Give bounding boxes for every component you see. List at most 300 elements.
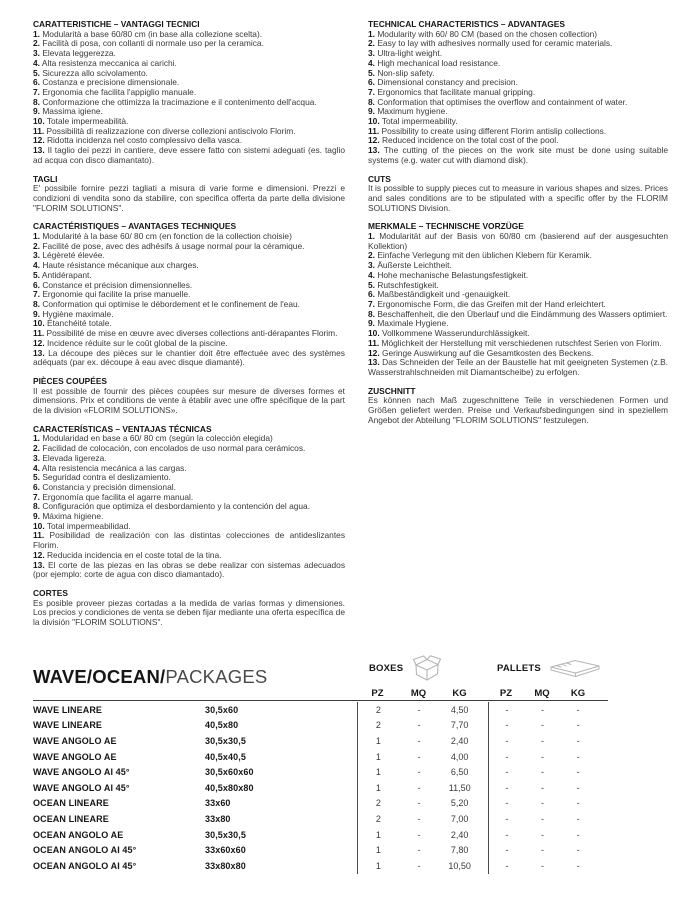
- item-number: 3.: [33, 48, 40, 59]
- item-number: 2.: [33, 38, 40, 49]
- item-text: Facilidad de colocación, con encolados de uso normal para cerámicos.: [42, 443, 306, 454]
- pallets-cell: -: [505, 845, 509, 856]
- boxes-colhead-mq: MQ: [410, 688, 427, 699]
- item-text: Modularidad en base a 60/ 80 cm (según la colección elegida): [42, 433, 273, 444]
- pallets-cell: -: [505, 751, 509, 762]
- product-size: 33x60x60: [205, 845, 246, 856]
- pallets-cell: -: [505, 767, 509, 778]
- item-text: Ergonomics that facilitate manual gripping.: [377, 86, 536, 97]
- item-number: 12.: [33, 135, 45, 146]
- item-text: Légèreté élevée.: [42, 250, 105, 261]
- packages-title-bold: WAVE/OCEAN/: [33, 666, 166, 687]
- item-number: 5.: [368, 67, 375, 78]
- table-row: [33, 842, 608, 858]
- boxes-colhead-kg: KG: [452, 688, 467, 699]
- section-paragraph: Es können nach Maß zugeschnittene Teile in verschiedenen Formen und Größen geliefert werden. Preise und Verkaufsbedingungen sind in speziellem Angebot der Abteilung "FLORIM SOLUTIONS" festzulegen.: [368, 395, 668, 425]
- item-text: The cutting of the pieces on the work site must be done using suitable systems (e.g. water cut with diamond disk).: [368, 145, 668, 165]
- item-text: Möglichkeit der Herstellung mit verschiedenen rutschfest Serien von Florim.: [381, 337, 662, 348]
- item-text: Massima igiene.: [42, 106, 103, 117]
- pallets-cell: -: [541, 829, 544, 840]
- item-text: Ergonomia che facilita l'appiglio manuale.: [42, 86, 197, 97]
- item-number: 1.: [33, 433, 40, 444]
- product-name: OCEAN ANGOLO AI 45°: [33, 860, 137, 871]
- pallets-values: [488, 827, 608, 843]
- table-body: [33, 702, 608, 874]
- packaging-groups: [357, 654, 608, 683]
- item-number: 2.: [33, 443, 40, 454]
- boxes-cell: -: [417, 735, 421, 746]
- pallets-cell: -: [541, 751, 544, 762]
- pallets-values: [488, 796, 608, 812]
- item-number: 5.: [33, 269, 40, 280]
- item-number: 11.: [368, 337, 380, 348]
- section-heading: ZUSCHNITT: [368, 385, 416, 396]
- table-row: [33, 702, 608, 718]
- boxes-cell: 2: [375, 813, 381, 824]
- section-paragraph: Es posible proveer piezas cortadas a la medida de varias formas y dimensiones. Los precios y condiciones de venta se deben fijar mediante una oferta específica de la división "FLORIM SOLUTIONS".: [33, 597, 345, 628]
- boxes-values: [357, 858, 488, 874]
- pallets-cell: -: [576, 860, 580, 871]
- boxes-cell: -: [417, 829, 421, 840]
- item-text: Facilità di posa, con collanti di normale uso per la ceramica.: [42, 38, 264, 49]
- item-number: 11.: [33, 530, 45, 541]
- item-number: 9.: [33, 511, 40, 522]
- pallets-cell: -: [576, 829, 580, 840]
- item-number: 2.: [33, 240, 40, 251]
- item-number: 5.: [33, 67, 40, 78]
- item-number: 9.: [33, 106, 40, 117]
- boxes-colheads: [357, 688, 488, 699]
- boxes-cell: 1: [375, 845, 381, 856]
- boxes-cell: 7,70: [450, 720, 469, 731]
- product-name: OCEAN LINEARE: [33, 813, 109, 824]
- item-text: Facilité de pose, avec des adhésifs à usage normal pour la céramique.: [42, 240, 305, 251]
- item-number: 8.: [33, 298, 40, 309]
- product-size: 40,5x80x80: [205, 782, 254, 793]
- boxes-values: [357, 811, 488, 827]
- boxes-cell: 5,20: [450, 798, 469, 809]
- product-size: 33x80x80: [205, 860, 246, 871]
- boxes-cell: 1: [375, 767, 381, 778]
- item-text: Incidence réduite sur le coût global de la piscine.: [46, 337, 228, 348]
- boxes-values: [357, 733, 488, 749]
- item-number: 4.: [368, 269, 375, 280]
- boxes-values: [357, 764, 488, 780]
- table-row: [33, 780, 608, 796]
- pallets-label: PALLETS: [497, 663, 541, 674]
- pallets-values: [488, 749, 608, 765]
- item-number: 3.: [368, 48, 375, 59]
- item-text: Modularité à la base 60/ 80 cm (en fonction de la collection choisie): [42, 231, 292, 242]
- item-number: 2.: [368, 38, 375, 49]
- item-number: 4.: [33, 260, 40, 271]
- section-heading: PIÈCES COUPÉES: [33, 375, 108, 386]
- section-heading: TECHNICAL CHARACTERISTICS – ADVANTAGES: [368, 19, 565, 29]
- boxes-cell: 11,50: [448, 782, 471, 793]
- boxes-cell: -: [417, 767, 421, 778]
- table-row: [33, 749, 608, 765]
- item-text: Posibilidad de realización con las distintas colecciones de antideslizantes Florim.: [33, 530, 346, 551]
- table-row: [33, 764, 608, 780]
- item-text: La découpe des pièces sur le chantier doit être effectuée avec des systèmes adéquats (par ex. découpe à eau avec disque diamanté).: [33, 347, 345, 368]
- section-heading: CORTES: [33, 587, 68, 598]
- pallets-cell: -: [541, 782, 544, 793]
- item-number: 8.: [33, 96, 40, 107]
- product-size: 33x80: [205, 813, 231, 824]
- item-text: Rutschfestigkeit.: [377, 279, 439, 290]
- boxes-cell: 1: [375, 782, 381, 793]
- item-number: 7.: [368, 86, 375, 97]
- item-number: 12.: [368, 135, 380, 146]
- boxes-cell: 2: [375, 798, 381, 809]
- pallets-cell: -: [505, 860, 509, 871]
- section-heading: TAGLI: [33, 173, 58, 184]
- item-text: Ultra-light weight.: [377, 48, 443, 59]
- item-text: Einfache Verlegung mit den üblichen Klebern für Keramik.: [377, 250, 592, 261]
- item-text: Conformation qui optimise le débordement et le confinement de l'eau.: [42, 298, 300, 309]
- pallets-cell: -: [576, 720, 580, 731]
- pallets-cell: -: [576, 735, 580, 746]
- item-text: Ridotta incidenza nel costo complessivo della vasca.: [46, 135, 243, 146]
- pallets-cell: -: [576, 704, 580, 715]
- pallets-cell: -: [576, 798, 580, 809]
- product-name: WAVE ANGOLO AI 45°: [33, 782, 130, 793]
- item-text: Total impermeabilidad.: [46, 520, 131, 531]
- pallets-cell: -: [541, 860, 544, 871]
- section-heading: CUTS: [368, 173, 391, 184]
- numbered-item: [33, 146, 345, 165]
- pallets-cell: -: [541, 735, 544, 746]
- product-name: WAVE ANGOLO AI 45°: [33, 767, 130, 778]
- item-number: 12.: [368, 347, 380, 358]
- numbered-item: [33, 531, 345, 550]
- item-number: 9.: [368, 106, 375, 117]
- boxes-cell: 2: [375, 704, 381, 715]
- pallets-values: [488, 842, 608, 858]
- pallets-values: [488, 858, 608, 874]
- pallets-cell: -: [505, 782, 509, 793]
- left-column: [33, 20, 345, 628]
- pallets-values: [488, 764, 608, 780]
- right-column: [368, 20, 668, 628]
- item-number: 7.: [33, 491, 40, 502]
- box-icon: [412, 655, 442, 682]
- boxes-cell: 1: [375, 751, 381, 762]
- boxes-cell: 1: [375, 829, 381, 840]
- boxes-values: [357, 842, 488, 858]
- text-section-es-advantages: [33, 425, 345, 580]
- item-text: Ergonomie qui facilite la prise manuelle.: [42, 289, 191, 300]
- pallets-cell: -: [576, 845, 580, 856]
- pallets-cell: -: [505, 829, 509, 840]
- pallets-cell: -: [541, 767, 544, 778]
- item-number: 5.: [33, 472, 40, 483]
- section-heading: MERKMALE – TECHNISCHE VORZÜGE: [368, 221, 524, 232]
- pallets-values: [488, 702, 608, 718]
- pallets-cell: -: [576, 782, 580, 793]
- item-number: 1.: [368, 28, 375, 39]
- text-section-es-cuts: [33, 589, 345, 628]
- item-text: High mechanical load resistance.: [377, 57, 501, 68]
- pallets-cell: -: [576, 751, 580, 762]
- product-name: WAVE LINEARE: [33, 704, 103, 715]
- item-number: 2.: [368, 250, 375, 261]
- item-text: Seguridad contra el deslizamiento.: [42, 472, 171, 483]
- boxes-cell: 7,80: [450, 845, 469, 856]
- numbered-item: [368, 146, 668, 165]
- item-text: Alta resistenza meccanica ai carichi.: [41, 57, 177, 68]
- item-number: 13.: [368, 357, 380, 368]
- boxes-cell: -: [417, 751, 421, 762]
- product-size: 30,5x30,5: [205, 829, 246, 840]
- section-heading: CARATTERISTICHE – VANTAGGI TECNICI: [33, 19, 200, 29]
- item-text: Maximum hygiene.: [377, 106, 448, 117]
- boxes-cell: -: [417, 845, 421, 856]
- item-text: Conformazione che ottimizza la tracimazione e il contenimento dell'acqua.: [42, 96, 317, 107]
- product-size: 40,5x80: [205, 720, 239, 731]
- item-number: 10.: [33, 520, 45, 531]
- item-text: Configuración que optimiza el desbordamiento y la contención del agua.: [42, 501, 311, 512]
- numbered-item: [368, 358, 668, 377]
- text-section-en-advantages: [368, 20, 668, 166]
- numbered-item: [368, 232, 668, 251]
- table-row: [33, 718, 608, 734]
- item-text: Il taglio dei pezzi in cantiere, deve essere fatto con sistemi adeguati (es. taglio ad acqua con disco diamantato).: [33, 145, 345, 165]
- table-row: [33, 827, 608, 843]
- section-paragraph: It is possible to supply pieces cut to measure in various shapes and sizes. Prices and sales conditions are to be stipulated with a specific offer by the FLORIM SOLUTIONS Division.: [368, 183, 668, 213]
- boxes-group-header: [357, 654, 488, 683]
- product-size: 40,5x40,5: [205, 751, 246, 762]
- table-column-headers: [33, 686, 608, 700]
- item-text: Dimensional constancy and precision.: [377, 77, 518, 88]
- item-number: 10.: [33, 318, 45, 329]
- item-number: 7.: [368, 298, 375, 309]
- item-number: 10.: [368, 116, 380, 127]
- item-text: Modularità a base 60/80 cm (in base alla collezione scelta).: [42, 28, 263, 39]
- item-number: 6.: [368, 77, 375, 88]
- product-size: 30,5x30,5: [205, 735, 246, 746]
- item-number: 6.: [368, 289, 375, 300]
- item-number: 7.: [33, 86, 40, 97]
- pallets-cell: -: [541, 845, 544, 856]
- table-header-rule: [33, 700, 608, 701]
- pallets-cell: -: [505, 704, 509, 715]
- boxes-colhead-pz: PZ: [371, 688, 384, 699]
- section-paragraph: Il est possible de fournir des pièces coupées sur mesure de diverses formes et dimensions. Prix et conditions de vente à établir avec une offre spécifique de la part de la division «FLORIM SOLUTIONS».: [33, 385, 345, 416]
- boxes-cell: -: [417, 782, 421, 793]
- packages-header: [33, 652, 608, 686]
- item-text: Hygiène maximale.: [42, 308, 114, 319]
- item-text: Maximale Hygiene.: [377, 318, 449, 329]
- boxes-values: [357, 780, 488, 796]
- pallets-cell: -: [505, 813, 509, 824]
- item-text: Total impermeability.: [381, 116, 458, 127]
- item-number: 5.: [368, 279, 375, 290]
- item-number: 8.: [368, 308, 375, 319]
- item-text: Possibilità di realizzazione con diverse collezioni antiscivolo Florim.: [46, 125, 296, 136]
- item-number: 8.: [33, 501, 40, 512]
- pallets-cell: -: [541, 813, 544, 824]
- pallets-cell: -: [576, 813, 580, 824]
- item-text: Elevata leggerezza.: [42, 48, 116, 59]
- item-text: Possibilité de mise en œuvre avec diverses collections anti-dérapantes Florim.: [46, 328, 338, 339]
- boxes-values: [357, 827, 488, 843]
- boxes-cell: -: [417, 813, 421, 824]
- pallets-cell: -: [505, 798, 509, 809]
- boxes-cell: -: [417, 704, 421, 715]
- pallet-icon: [549, 658, 601, 679]
- item-text: Constance et précision dimensionnelles.: [42, 279, 193, 290]
- pallets-group-header: [488, 654, 608, 683]
- item-text: Elevada ligereza.: [42, 452, 107, 463]
- section-heading: CARACTERÍSTICAS – VENTAJAS TÉCNICAS: [33, 423, 212, 434]
- boxes-cell: 4,00: [450, 751, 469, 762]
- item-number: 6.: [33, 481, 40, 492]
- item-number: 10.: [368, 328, 380, 339]
- boxes-cell: 1: [375, 735, 381, 746]
- item-text: Hohe mechanische Belastungsfestigkeit.: [377, 269, 529, 280]
- item-text: Haute résistance mécanique aux charges.: [42, 260, 199, 271]
- item-text: Totale impermeabilità.: [46, 116, 129, 127]
- pallets-values: [488, 811, 608, 827]
- product-size: 33x60: [205, 798, 231, 809]
- item-text: Sicurezza allo scivolamento.: [42, 67, 148, 78]
- item-number: 9.: [368, 318, 375, 329]
- section-heading: CARACTÉRISTIQUES – AVANTAGES TECHNIQUES: [33, 221, 237, 232]
- item-text: Étanchéité totale.: [46, 318, 112, 329]
- item-text: Modularität auf der Basis von 60/80 cm (basierend auf der ausgesuchten Kollektion): [368, 231, 669, 251]
- item-text: Maßbeständigkeit und -genauigkeit.: [377, 289, 511, 300]
- section-paragraph: E' possibile fornire pezzi tagliati a misura di varie forme e dimensioni. Prezzi e condizioni di vendita sono da stabilire, con specifica offerta da parte della divisione "FLORIM SOLUTIONS".: [33, 183, 345, 213]
- boxes-values: [357, 796, 488, 812]
- boxes-values: [357, 702, 488, 718]
- product-size: 30,5x60x60: [205, 767, 254, 778]
- item-text: Possibility to create using different Florim antislip collections.: [381, 125, 607, 136]
- packages-title-light: PACKAGES: [165, 666, 268, 687]
- boxes-cell: 2,40: [450, 829, 469, 840]
- item-text: Beschaffenheit, die den Überlauf und die Eindämmung des Wassers optimiert.: [377, 308, 668, 319]
- table-row: [33, 811, 608, 827]
- item-text: Conformation that optimises the overflow and containment of water.: [377, 96, 628, 107]
- table-row: [33, 796, 608, 812]
- text-section-en-cuts: [368, 175, 668, 214]
- product-size: 30,5x60: [205, 704, 239, 715]
- item-text: Non-slip safety.: [377, 67, 435, 78]
- table-row: [33, 858, 608, 874]
- item-number: 13.: [33, 145, 45, 156]
- product-name: WAVE ANGOLO AE: [33, 735, 117, 746]
- text-section-de-advantages: [368, 222, 668, 377]
- item-number: 1.: [368, 231, 375, 242]
- item-number: 13.: [33, 559, 45, 570]
- item-number: 4.: [33, 462, 40, 473]
- boxes-cell: -: [417, 860, 421, 871]
- item-number: 7.: [33, 289, 40, 300]
- pallets-colheads: [488, 688, 608, 699]
- item-text: Reducida incidencia en el coste total de la tina.: [46, 549, 222, 560]
- pallets-values: [488, 733, 608, 749]
- item-number: 8.: [368, 96, 375, 107]
- boxes-cell: 6,50: [450, 767, 469, 778]
- item-text: Antidérapant.: [41, 269, 92, 280]
- boxes-cell: 10,50: [448, 860, 471, 871]
- item-text: Ergonomische Form, die das Greifen mit der Hand erleichtert.: [377, 298, 606, 309]
- item-text: Das Schneiden der Teile an der Baustelle hat mit geeigneten Systemen (z.B. Wasserstrahlschneiden mit Diamantscheibe) zu erfolgen.: [368, 357, 669, 377]
- product-name: OCEAN ANGOLO AE: [33, 829, 124, 840]
- pallets-cell: -: [541, 720, 544, 731]
- boxes-label: BOXES: [369, 663, 404, 674]
- boxes-cell: 4,50: [450, 704, 469, 715]
- item-number: 4.: [368, 57, 375, 68]
- item-number: 1.: [33, 28, 40, 39]
- item-text: Vollkommene Wasserundurchlässigkeit.: [381, 328, 530, 339]
- item-number: 12.: [33, 549, 45, 560]
- text-section-it-advantages: [33, 20, 345, 166]
- text-section-de-cuts: [368, 387, 668, 426]
- item-number: 12.: [33, 337, 45, 348]
- item-number: 4.: [33, 57, 40, 68]
- boxes-values: [357, 718, 488, 734]
- text-section-fr-advantages: [33, 222, 345, 368]
- item-number: 3.: [33, 452, 40, 463]
- pallets-colhead-kg: KG: [570, 688, 586, 699]
- boxes-cell: -: [417, 720, 421, 731]
- pallets-values: [488, 718, 608, 734]
- text-section-fr-cuts: [33, 377, 345, 416]
- item-number: 3.: [368, 260, 375, 271]
- product-name: WAVE LINEARE: [33, 720, 103, 731]
- pallets-values: [488, 780, 608, 796]
- item-text: Ergonomía que facilita el agarre manual.: [42, 491, 194, 502]
- item-number: 1.: [33, 231, 40, 242]
- numbered-item: [33, 349, 345, 368]
- packages-title: [33, 667, 357, 686]
- boxes-cell: -: [417, 798, 421, 809]
- item-text: Geringe Auswirkung auf die Gesamtkosten des Beckens.: [381, 347, 594, 358]
- boxes-cell: 1: [375, 860, 381, 871]
- pallets-cell: -: [505, 735, 509, 746]
- numbered-item: [33, 561, 345, 580]
- boxes-cell: 7,00: [450, 813, 469, 824]
- item-number: 6.: [33, 279, 40, 290]
- pallets-cell: -: [505, 720, 509, 731]
- pallets-cell: -: [576, 767, 580, 778]
- item-number: 9.: [33, 308, 40, 319]
- boxes-cell: 2,40: [450, 735, 469, 746]
- product-name: WAVE ANGOLO AE: [33, 751, 117, 762]
- table-row: [33, 733, 608, 749]
- item-text: Alta resistencia mecánica a las cargas.: [41, 462, 187, 473]
- item-number: 10.: [33, 116, 45, 127]
- boxes-values: [357, 749, 488, 765]
- pallets-colhead-mq: MQ: [534, 688, 550, 699]
- item-text: Modularity with 60/ 80 CM (based on the chosen collection): [377, 28, 598, 39]
- item-text: Reduced incidence on the total cost of the pool.: [381, 135, 559, 146]
- item-text: Äußerste Leichtheit.: [377, 260, 452, 271]
- item-text: Easy to lay with adhesives normally used for ceramic materials.: [377, 38, 613, 49]
- pallets-colhead-pz: PZ: [499, 688, 513, 699]
- packages-section: [33, 652, 608, 874]
- text-section-it-cuts: [33, 175, 345, 214]
- item-text: Constancia y precisión dimensional.: [42, 481, 176, 492]
- item-number: 11.: [33, 125, 45, 136]
- item-number: 6.: [33, 77, 40, 88]
- pallets-cell: -: [541, 704, 544, 715]
- item-number: 13.: [33, 347, 45, 358]
- item-text: Costanza e precisione dimensionale.: [42, 77, 180, 88]
- product-name: OCEAN LINEARE: [33, 798, 109, 809]
- item-number: 13.: [368, 145, 380, 156]
